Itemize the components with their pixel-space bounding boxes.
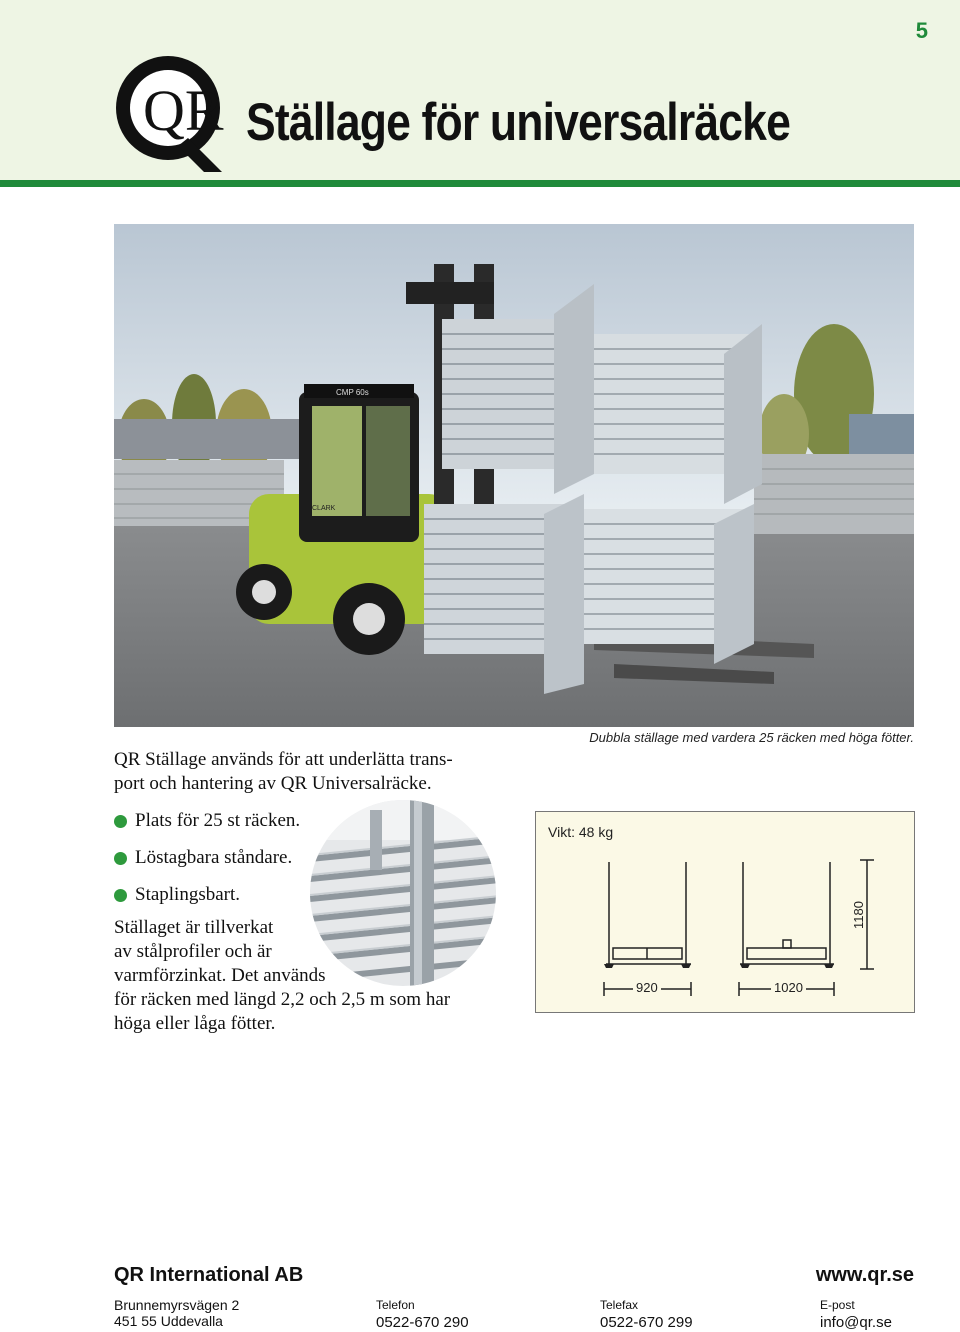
- intro-line: port och hantering av QR Universalräcke.: [114, 773, 432, 794]
- phone-number: 0522-670 290: [376, 1314, 469, 1331]
- feature-text: Staplingsbart.: [135, 884, 241, 905]
- dimension-height-1180: 1180: [851, 898, 866, 932]
- phone-label: Telefon: [376, 1298, 415, 1312]
- fax-label: Telefax: [600, 1298, 639, 1312]
- intro-line: QR Ställage används för att underlätta trans-: [114, 749, 453, 770]
- address-block: [114, 1297, 239, 1329]
- bullet-icon: [114, 852, 127, 865]
- description-text: [114, 916, 514, 1036]
- logo-lettering: QR: [143, 78, 224, 143]
- description-line: höga eller låga fötter.: [114, 1013, 276, 1034]
- address-line: Brunnemyrsvägen 2: [114, 1297, 240, 1313]
- qr-logo-icon: [112, 52, 227, 174]
- page-title: Ställage för universalräcke: [246, 93, 791, 152]
- dimension-diagram: [535, 811, 915, 1013]
- photo-caption: Dubbla ställage med vardera 25 räcken med höga fötter.: [589, 730, 914, 745]
- truck-label: CMP 60s: [336, 388, 369, 397]
- dimension-width-920: 920: [633, 980, 661, 995]
- weight-label: Vikt: 48 kg: [548, 824, 614, 840]
- feature-list: [114, 810, 300, 921]
- list-item: [114, 847, 300, 884]
- email-label: E-post: [820, 1298, 855, 1312]
- fax-block: [600, 1297, 693, 1331]
- email-block: [820, 1297, 892, 1331]
- truck-brand: CLARK: [312, 505, 336, 512]
- fax-number: 0522-670 299: [600, 1314, 693, 1331]
- header-divider: [0, 180, 960, 187]
- description-line: Ställaget är tillverkat: [114, 917, 274, 938]
- bullet-icon: [114, 815, 127, 828]
- phone-block: [376, 1297, 469, 1331]
- description-line: av stålprofiler och är: [114, 941, 272, 962]
- list-item: [114, 810, 300, 847]
- bullet-icon: [114, 889, 127, 902]
- feature-text: Plats för 25 st räcken.: [135, 810, 301, 831]
- dimension-width-1020: 1020: [771, 980, 806, 995]
- intro-text: [114, 748, 494, 796]
- website-link[interactable]: www.qr.se: [815, 1264, 914, 1286]
- company-name: QR International AB: [114, 1264, 304, 1286]
- forklift-photo: [114, 224, 914, 727]
- description-line: varmförzinkat. Det används: [114, 965, 326, 986]
- description-line: för räcken med längd 2,2 och 2,5 m som har: [114, 989, 451, 1010]
- page-number: 5: [915, 18, 928, 43]
- feature-text: Löstagbara ståndare.: [135, 847, 293, 868]
- email-address[interactable]: info@qr.se: [820, 1314, 892, 1331]
- address-line: 451 55 Uddevalla: [114, 1313, 223, 1329]
